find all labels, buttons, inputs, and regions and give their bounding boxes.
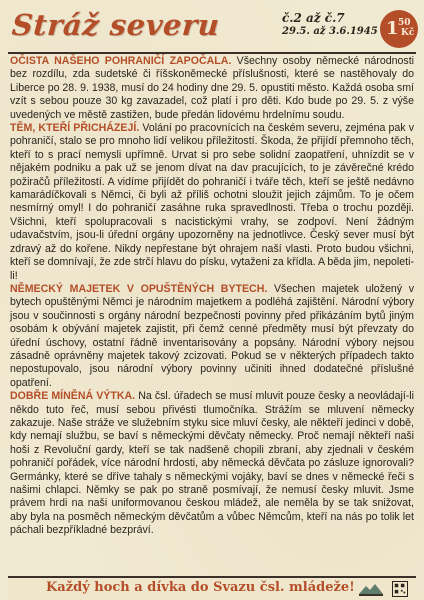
newspaper-title: Stráž severu xyxy=(10,8,221,42)
issue-dates: 29.5. až 3.6.1945 xyxy=(282,26,378,37)
price-superscript: 50 xyxy=(398,18,411,28)
article-body xyxy=(10,55,414,538)
price-currency: Kč xyxy=(401,28,415,38)
issue-info xyxy=(282,12,378,38)
masthead xyxy=(10,6,414,52)
article xyxy=(10,55,414,122)
article xyxy=(10,122,414,283)
price-number: 1 xyxy=(386,18,399,39)
article-text: Všechen majetek uložený v bytech opuštěnými Němci je národním majetkem a podléhá zajištění. Národní výbory jsou v součinnosti s orgány národní bezpečnosti povinny před přikázáním bytů jiným osobám k obývání majetek zajistit, při čemž cenné předměty musí být převzaty do úřední úschovy, ostatní řádně inventarisovány a popsány. Národní výbory nejsou zásadně oprávněny majetek takový zcizovati. Pokud se v některých případech takto nepostupovalo, jsou národní výbory povinny učiniti ihned dodatečné příslušné opatření. xyxy=(10,282,415,389)
article-heading: OČISTA NAŠEHO POHRANIČÍ ZAPOČALA. xyxy=(10,55,232,67)
article xyxy=(10,390,414,537)
landscape-logo-icon xyxy=(358,582,384,596)
footer xyxy=(8,578,416,600)
article-text: Volání po pracovnících na českém severu, zejména pak v pohraničí, stalo se pro mnoho lidí velikou příležitostí. Škoda, že přijídí přemnoho těch, kteří to s prací nemysli upřímně. Urvat si pro sebe solidní zaopatření, uhnízdit se v nějakém podniku a pak už se jenom dívat na dav pracujících, to je závěrečné krédo požiračů příležitostí. A vidíme přijídět do pohraničí i tváře těch, kteří se ještě nedávno kamarádíčkovali s Němci, či byli až příliš ochotni sloužit jejich zájmům. To je očem nesmírný omyl! I do pohraničí zasáhne ruka spravedlnosti. Třeba o trochu později. Všichni, kteří spolupracovali s nacistickými vrahy, se zodpoví. Není žádným udavačstvím, jsou-li úřední orgány upozorněny na jednotlivce. Český sever musí být zdravý až do kořene. Nikdy nepřestane být ohrajem naší vlasti. Proto budou všichni, kteří se domnívají, že zde strčí hlavu do písku, vytaženi za křídla. A běda jim, nepoleti-li! xyxy=(10,122,414,282)
price-badge xyxy=(380,10,418,48)
masthead-divider xyxy=(8,52,416,54)
publisher-logo-icon xyxy=(392,581,408,597)
article-text: Všechny osoby německé národnosti bez rozdílu, zda sudetské či říšskoněmecké příslušnosti, které se nastěhovaly do Liberce po 28. 9. 1938, musí do 24 hodiny dne 29. 5. opustiti město. Každá osoba smí vzít s sebou pouze 30 kg zavazadel, což platí i pro děti. Kdo bude po 29. 5. z výše uvedených ve městě zastižen, bude předán lidovému hrdelnímu soudu. xyxy=(10,55,414,121)
article-heading: DOBŘE MÍNĚNÁ VÝTKA. xyxy=(10,390,136,403)
article xyxy=(10,283,414,390)
issue-number: č.2 až č.7 xyxy=(282,11,345,25)
article-heading: TĚM, KTEŘÍ PŘICHÁZEJÍ. xyxy=(10,122,140,135)
article-text: Na čsl. úřadech se musí mluvit pouze česky a neovládají-li někdo tuto řeč, musí sebou přivésti tlumočníka. Strážím se mluvení německy zakazuje. Naše stráže ve služebním styku sice mluví česky, ale někteří jedinci v době, kdy nemají službu, se baví s německými děvčaty německy. Proč nemají někteří naši hoši z Revoluční gardy, kteří se tak nadšeně chopili zbraní, aby zjednali v českém pohraničí pořádek, více národní hrdosti, aby německá děvčata po zásluze ignorovali? Germánky, které se dříve tahaly s německými vojáky, baví se dnes v německé řeči s našimi chlapci. Němky se pak po straně posmívají, že nemusí česky mluvit. Jsme právem hrdi na naši uniformovanou českou mládež, ale neměla by se tak snižovat, aby byla na posměch německým děvčatům a vůbec Němcům, kteří na nás po tolik let páchali bezpříkladné bezpráví. xyxy=(10,390,414,537)
footer-slogan: Každý hoch a dívka do Svazu čsl. mládeže! xyxy=(46,580,355,595)
article-heading: NĚMECKÝ MAJETEK V OPUŠTĚNÝCH BYTECH. xyxy=(10,282,268,295)
